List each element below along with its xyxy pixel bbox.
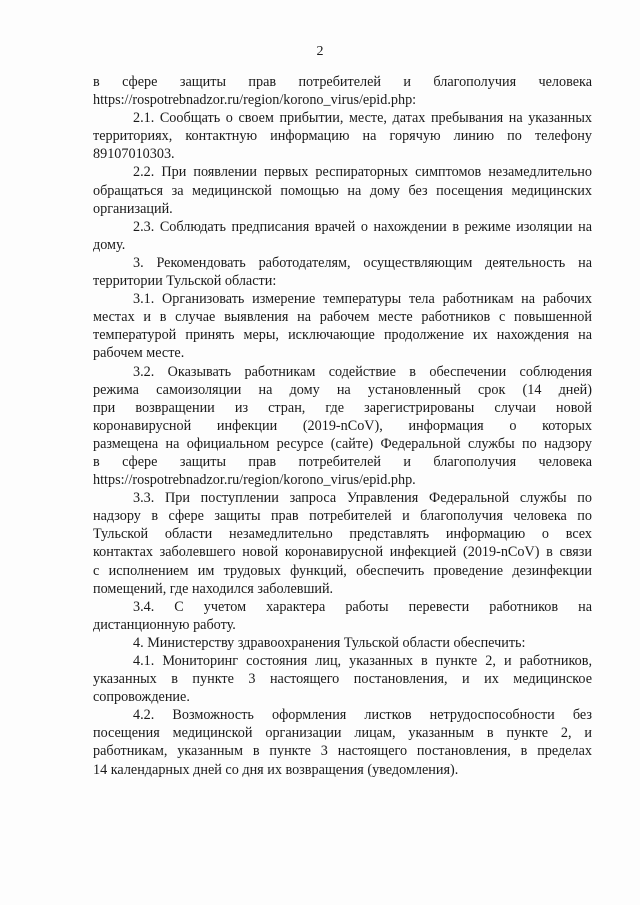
text-line: обращаться за медицинской помощью на дому без посещения медицинских [93,182,592,199]
text-line: дистанционную работу. [93,616,236,633]
text-line: 2.2. При появлении первых респираторных симптомов незамедлительно [133,164,592,181]
text-line: в сфере защиты прав потребителей и благополучия человека [93,453,592,470]
page-number: 2 [316,44,324,59]
text-line: 3.4. С учетом характера работы перевести работников на [133,598,592,615]
text-line: 14 календарных дней со дня их возвращения (уведомления). [93,761,459,778]
text-line: 3. Рекомендовать работодателям, осуществляющим деятельность на [133,254,592,271]
text-line: размещена на официальном ресурсе (сайте) Федеральной службы по надзору [93,435,592,452]
text-line: посещения медицинской организации лицам, указанным в пункте 2, и [93,725,592,742]
text-line: дому. [93,236,126,253]
text-line: температурой принять меры, исключающие продолжение их нахождения на [93,327,592,344]
text-line: контактах заболевшего новой коронавирусной инфекцией (2019-nCoV) в связи [93,544,592,561]
text-line: 3.2. Оказывать работникам содействие в обеспечении соблюдения [133,363,592,380]
text-line: рабочем месте. [93,345,185,362]
text-line: при возвращении из стран, где зарегистрированы случаи новой [93,399,592,416]
text-line: 4. Министерству здравоохранения Тульской области обеспечить: [133,634,526,651]
text-line: работникам, указанным в пункте 3 настоящего постановления, в пределах [93,743,592,760]
text-line: 3.3. При поступлении запроса Управления Федеральной службы по [133,490,592,507]
text-line: https://rospotrebnadzor.ru/region/korono_virus/epid.php. [93,472,416,489]
text-line: территориях, контактную информацию на горячую линию по телефону [93,128,592,145]
text-line: указанных в пункте 3 настоящего постановления, и их медицинское [93,671,592,688]
text-line: 4.1. Мониторинг состояния лиц, указанных в пункте 2, и работников, [133,653,592,669]
text-line: 3.1. Организовать измерение температуры тела работникам на рабочих [133,291,592,308]
text-line: надзору в сфере защиты прав потребителей и благополучия человека по [93,508,592,525]
text-line: коронавирусной инфекции (2019-nCoV), информация о которых [93,417,592,434]
text-line: территории Тульской области: [93,273,277,290]
document-body [93,73,592,779]
text-line: сопровождение. [93,689,190,706]
text-line: в сфере защиты прав потребителей и благополучия человека [93,74,592,90]
text-line: 4.2. Возможность оформления листков нетрудоспособности без [133,707,592,724]
text-line: помещений, где находился заболевший. [93,580,334,597]
text-line: с исполнением им трудовых функций, обеспечить проведение дезинфекции [93,562,592,579]
text-line: 2.3. Соблюдать предписания врачей о нахождении в режиме изоляции на [133,218,592,235]
text-line: режима самоизоляции на дому на установленный срок (14 дней) [93,381,592,398]
text-line: местах и в случае выявления на рабочем месте работников с повышенной [93,309,592,326]
text-line: 89107010303. [93,146,175,163]
text-line: Тульской области незамедлительно представлять информацию о всех [93,526,592,543]
text-line: 2.1. Сообщать о своем прибытии, месте, датах пребывания на указанных [133,110,592,127]
text-line: https://rospotrebnadzor.ru/region/korono_virus/epid.php: [93,92,417,109]
text-line: организаций. [93,200,173,217]
